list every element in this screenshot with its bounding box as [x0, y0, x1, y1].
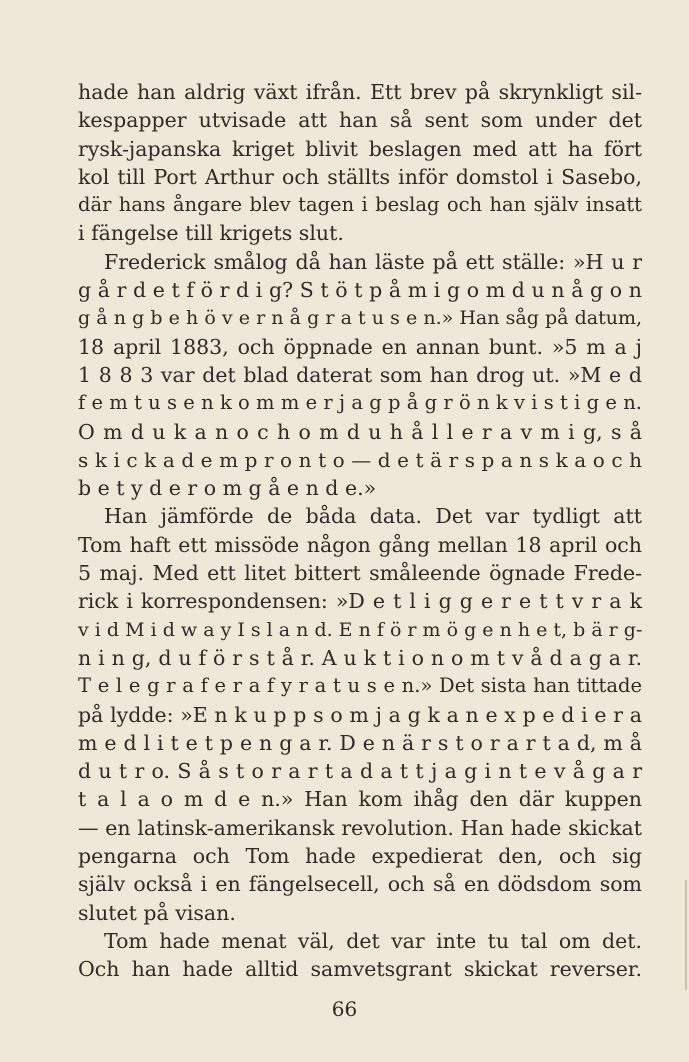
text-line: hade han aldrig växt ifrån. Ett brev på skrynkligt sil- — [78, 80, 642, 104]
text-line: Tom hade menat väl, det var inte tu tal om det. — [104, 928, 642, 953]
text-line: Och han hade alltid samvetsgrant skickat reverser. — [78, 957, 642, 982]
text-line: 18 april 1883, och öppnade en annan bunt. »5 m a j — [78, 334, 642, 359]
text-line: kol till Port Arthur och ställts inför domstol i Sasebo, — [78, 164, 642, 189]
text-line: m e d l i t e t p e n g a r. D e n ä r s t o r a r t a d, m å — [78, 730, 642, 755]
text-line: — en latinsk-amerikansk revolution. Han hade skickat — [78, 815, 642, 840]
text-line: T e l e g r a f e r a f y r a t u s e n.» Det sista han tittade — [78, 674, 642, 698]
text-line: b e t y d e r o m g å e n d e.» — [78, 476, 377, 501]
page-edge-shadow — [685, 880, 687, 990]
text-line: s k i c k a d e m p r o n t o — d e t ä r s p a n s k a o c h — [78, 447, 642, 472]
text-line: g å n g b e h ö v e r n å g r a t u s e n.» Han såg på datum, — [78, 307, 642, 330]
text-line: O m d u k a n o c h o m d u h å l l e r a v m i g, s å — [78, 419, 642, 444]
text-line: rysk-japanska kriget blivit beslagen med att ha fört — [78, 136, 642, 161]
text-line: t a l a o m d e n.» Han kom ihåg den där kuppen — [78, 787, 642, 812]
text-line: 1 8 8 3 var det blad daterat som han drog ut. »M e d — [78, 362, 642, 387]
page-number: 66 — [331, 997, 358, 1021]
body-text — [78, 78, 642, 984]
text-line: Frederick smålog då han läste på ett ställe: »H u r — [104, 249, 642, 274]
text-line: pengarna och Tom hade expedierat den, och sig — [78, 844, 642, 869]
text-line: själv också i en fängelsecell, och så en dödsdom som — [78, 872, 642, 897]
text-line: slutet på visan. — [78, 900, 236, 925]
text-line: n i n g, d u f ö r s t å r. A u k t i o n o m t v å d a g a r. — [78, 645, 642, 670]
text-line: i fängelse till krigets slut. — [78, 221, 344, 246]
text-line: kespapper utvisade att han så sent som under det — [78, 108, 642, 133]
text-line: där hans ångare blev tagen i beslag och han själv insatt — [78, 193, 642, 217]
text-line: 5 maj. Med ett litet bittert småleende ögnade Frede- — [78, 561, 642, 586]
text-line: Han jämförde de båda data. Det var tydligt att — [104, 504, 642, 529]
text-line: d u t r o. S å s t o r a r t a d a t t j a g i n t e v å g a r — [78, 759, 642, 784]
text-line: f e m t u s e n k o m m e r j a g p å g r ö n k v i s t i g e n. — [78, 391, 642, 415]
text-line: v i d M i d w a y I s l a n d. E n f ö r m ö g e n h e t, b ä r g- — [78, 618, 643, 641]
text-line: Tom haft ett missöde någon gång mellan 18 april och — [78, 532, 642, 557]
text-line: på lydde: »E n k u p p s o m j a g k a n e x p e d i e r a — [78, 702, 642, 727]
text-line: g å r d e t f ö r d i g? S t ö t p å m i g o m d u n å g o n — [78, 278, 642, 303]
text-line: rick i korrespondensen: »D e t l i g g e r e t t v r a k — [78, 589, 642, 614]
